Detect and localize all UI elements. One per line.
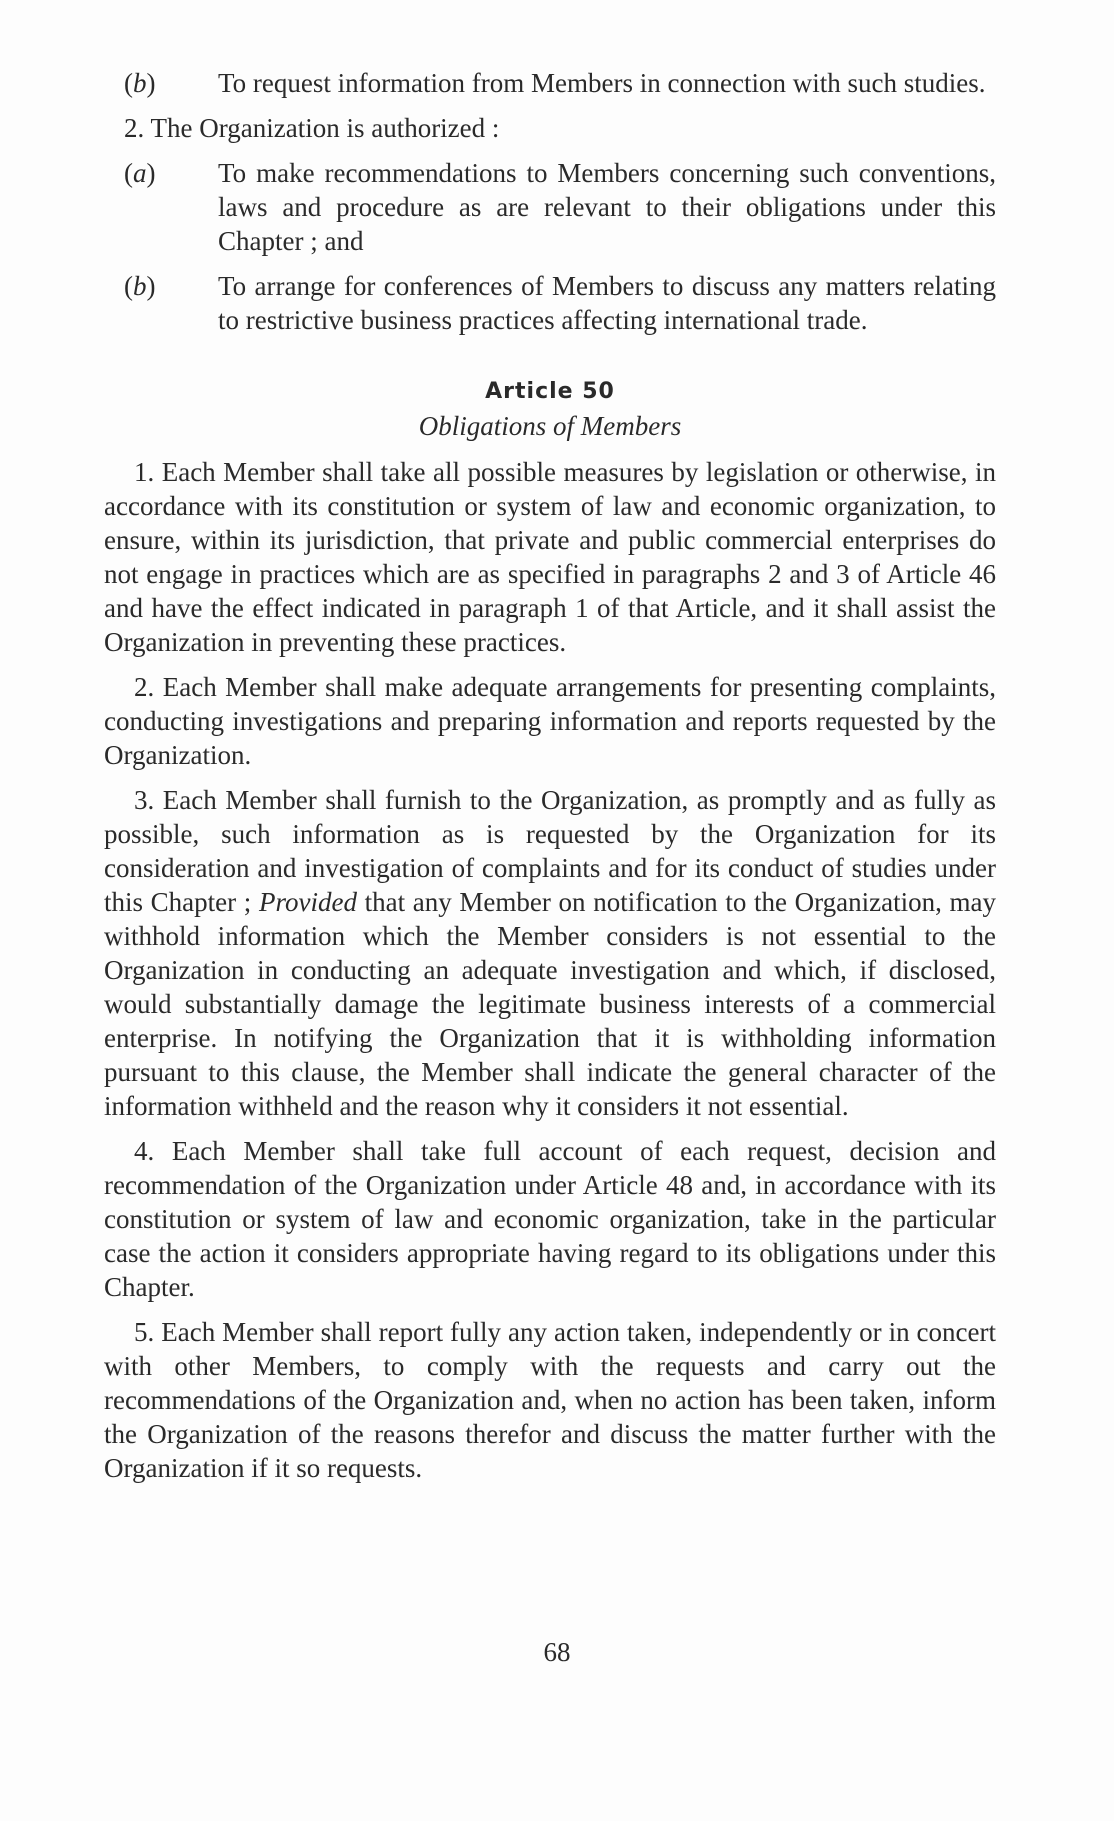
item-marker: (b) (124, 271, 156, 301)
paragraph-2: 2. Each Member shall make adequate arrangements for presenting complaints, conducting investigations and preparing information and reports requested by the Organization. (104, 672, 996, 770)
section-2-heading: 2. The Organization is authorized : (124, 113, 500, 143)
item-text: To arrange for conferences of Members to discuss any matters relating to restrictive business practices affecting international trade. (218, 271, 996, 335)
page-text (104, 66, 996, 1496)
page-number: 68 (543, 1637, 571, 1667)
paragraph-3-emphasis: Provided (258, 887, 357, 917)
item-marker: (b) (124, 68, 156, 98)
paragraph-5: 5. Each Member shall report fully any action taken, independently or in concert with other Members, to comply with the requests and carry out the recommendations of the Organization and, when no action has been taken, inform the Organization of the reasons therefor and discuss the matter further with the Organization if it so requests. (104, 1317, 996, 1483)
article-title: Article 50 (485, 379, 615, 404)
item-text: To make recommendations to Members concerning such conventions, laws and procedure as are relevant to their obligations under this Chapter ; and (218, 158, 996, 256)
list-item-b-conferences (104, 269, 996, 337)
paragraph-3-text-after: that any Member on notification to the Organization, may withhold information which the Member considers is not essential to the Organization in conducting an adequate investigation and which, if disclosed, would substantially damage the legitimate business interests of a commercial enterprise. In notifying the Organization that it is withholding information pursuant to this clause, the Member shall indicate the general character of the information withheld and the reason why it considers it not essential. (104, 887, 997, 1121)
paragraph-4: 4. Each Member shall take full account of each request, decision and recommendation of the Organization under Article 48 and, in accordance with its constitution or system of law and economic organization, take in the particular case the action it considers appropriate having regard to its obligations under this Chapter. (104, 1136, 996, 1302)
item-text: To request information from Members in connection with such studies. (218, 68, 986, 98)
paragraph-1: 1. Each Member shall take all possible measures by legislation or otherwise, in accordance with its constitution or system of law and economic organization, to ensure, within its jurisdiction, that private and public commercial enterprises do not engage in practices which are as specified in paragraphs 2 and 3 of Article 46 and have the effect indicated in paragraph 1 of that Article, and it shall assist the Organization in preventing these practices. (104, 457, 996, 657)
article-subtitle: Obligations of Members (418, 411, 682, 441)
list-item-b-studies (104, 66, 996, 100)
item-marker: (a) (124, 158, 156, 188)
paragraph-3-text-before: 3. Each Member shall furnish to the Organization, as promptly and as fully as possible, such information as is requested by the Organization for its consideration and investigation of complaints and for its conduct of studies under this Chapter ; (104, 785, 996, 917)
list-item-a-recommendations (104, 156, 996, 258)
paragraph-3 (104, 783, 996, 1123)
